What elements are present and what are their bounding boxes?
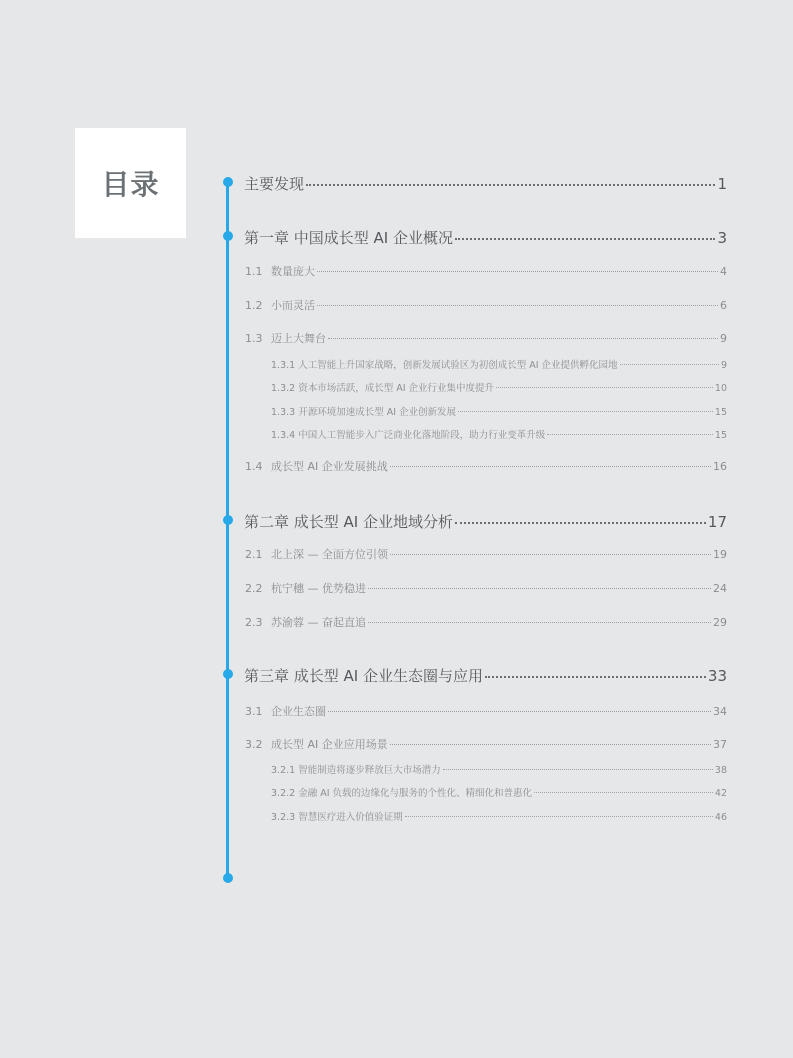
toc-entry-1-3-3[interactable]	[271, 404, 728, 418]
toc-entry-2-1[interactable]	[245, 546, 728, 562]
toc-entry-1-3-1[interactable]	[271, 357, 728, 371]
toc-entry-label: 成长型 AI 企业发展挑战	[271, 460, 388, 473]
toc-page-number: 3	[717, 229, 727, 247]
toc-entry-label: 主要发现	[244, 175, 305, 193]
leader-dots	[328, 711, 711, 712]
toc-page-number: 38	[714, 765, 727, 776]
toc-entry-label: 成长型 AI 企业应用场景	[271, 738, 388, 751]
toc-page-number: 9	[720, 360, 727, 371]
section-number: 1.1	[245, 265, 263, 278]
timeline-dot	[223, 231, 233, 241]
timeline-dot	[223, 515, 233, 525]
toc-entry-label: 3.2.1 智能制造将逐步释放巨大市场潜力	[271, 765, 441, 776]
leader-dots	[620, 364, 719, 365]
section-number: 2.3	[245, 616, 263, 629]
toc-entry-label: 3.2.2 金融 AI 负载的边缘化与服务的个性化、精细化和普惠化	[271, 788, 533, 799]
leader-dots	[390, 744, 711, 745]
section-number: 1.4	[245, 460, 263, 473]
toc-page-number: 37	[713, 738, 727, 751]
toc-entry-3-1[interactable]	[245, 703, 728, 719]
toc-entry-label: 1.3.1 人工智能上升国家战略，创新发展试验区为初创成长型 AI 企业提供孵化园地	[271, 360, 618, 371]
toc-page-number: 1	[717, 175, 727, 193]
toc-page-number: 29	[713, 616, 727, 629]
toc-entry-main-findings[interactable]	[244, 173, 728, 194]
leader-dots	[317, 271, 718, 272]
toc-entry-chapter-3[interactable]	[244, 665, 728, 686]
leader-dots	[443, 769, 713, 770]
timeline-dot	[223, 873, 233, 883]
toc-entry-label: 1.3.4 中国人工智能步入广泛商业化落地阶段，助力行业变革升级	[271, 430, 546, 441]
leader-dots	[534, 792, 713, 793]
leader-dots	[368, 622, 711, 623]
toc-entry-1-3[interactable]	[245, 330, 728, 346]
toc-entry-1-4[interactable]	[245, 458, 728, 474]
toc-page-number: 9	[720, 332, 727, 345]
toc-entry-2-2[interactable]	[245, 580, 728, 596]
toc-entry-3-2-2[interactable]	[271, 785, 728, 799]
leader-dots	[455, 522, 706, 524]
toc-entry-label: 第一章 中国成长型 AI 企业概况	[244, 229, 453, 247]
toc-page-number: 4	[720, 265, 727, 278]
leader-dots	[306, 184, 715, 186]
timeline-line	[226, 183, 229, 878]
toc-entry-label: 小而灵活	[271, 299, 315, 312]
section-number: 2.1	[245, 548, 263, 561]
leader-dots	[368, 588, 711, 589]
toc-entry-label: 第三章 成长型 AI 企业生态圈与应用	[244, 667, 483, 685]
toc-entry-1-2[interactable]	[245, 297, 728, 313]
toc-page-number: 34	[713, 705, 727, 718]
leader-dots	[485, 676, 706, 678]
toc-entry-label: 3.2.3 智慧医疗进入价值验证期	[271, 812, 403, 823]
toc-entry-label: 数量庞大	[271, 265, 315, 278]
toc-entry-1-3-2[interactable]	[271, 380, 728, 394]
leader-dots	[455, 238, 715, 240]
toc-title-box	[75, 128, 186, 238]
toc-page-number: 42	[714, 788, 727, 799]
toc-entry-1-1[interactable]	[245, 263, 728, 279]
leader-dots	[547, 434, 713, 435]
toc-page-number: 24	[713, 582, 727, 595]
leader-dots	[405, 816, 713, 817]
leader-dots	[390, 554, 711, 555]
toc-page-number: 33	[707, 667, 727, 685]
toc-page-number: 6	[720, 299, 727, 312]
toc-page-number: 19	[713, 548, 727, 561]
toc-entry-label: 杭宁穗 — 优势稳进	[271, 582, 366, 595]
section-number: 3.2	[245, 738, 263, 751]
toc-page-number: 15	[714, 407, 727, 418]
section-number: 2.2	[245, 582, 263, 595]
toc-entry-1-3-4[interactable]	[271, 427, 728, 441]
toc-entry-chapter-2[interactable]	[244, 511, 728, 532]
timeline-dot	[223, 669, 233, 679]
section-number: 3.1	[245, 705, 263, 718]
section-number: 1.2	[245, 299, 263, 312]
toc-entry-chapter-1[interactable]	[244, 227, 728, 248]
toc-page-number: 17	[707, 513, 727, 531]
toc-entry-label: 1.3.3 开源环境加速成长型 AI 企业创新发展	[271, 407, 457, 418]
page-title: 目录	[101, 168, 160, 201]
toc-page-number: 16	[713, 460, 727, 473]
toc-entry-label: 1.3.2 资本市场活跃，成长型 AI 企业行业集中度提升	[271, 383, 495, 394]
toc-entry-3-2-3[interactable]	[271, 809, 728, 823]
leader-dots	[390, 466, 711, 467]
leader-dots	[496, 387, 713, 388]
section-number: 1.3	[245, 332, 263, 345]
leader-dots	[317, 305, 718, 306]
leader-dots	[328, 338, 718, 339]
toc-page-number: 46	[714, 812, 727, 823]
toc-entry-label: 北上深 — 全面方位引领	[271, 548, 388, 561]
toc-entry-label: 苏渝蓉 — 奋起直追	[271, 616, 366, 629]
toc-entry-label: 企业生态圈	[271, 705, 326, 718]
toc-page-number: 15	[714, 430, 727, 441]
toc-entry-label: 第二章 成长型 AI 企业地域分析	[244, 513, 453, 531]
toc-page-number: 10	[714, 383, 727, 394]
timeline-dot	[223, 177, 233, 187]
toc-entry-3-2[interactable]	[245, 736, 728, 752]
leader-dots	[458, 411, 713, 412]
toc-entry-3-2-1[interactable]	[271, 762, 728, 776]
toc-entry-label: 迈上大舞台	[271, 332, 326, 345]
toc-entry-2-3[interactable]	[245, 614, 728, 630]
